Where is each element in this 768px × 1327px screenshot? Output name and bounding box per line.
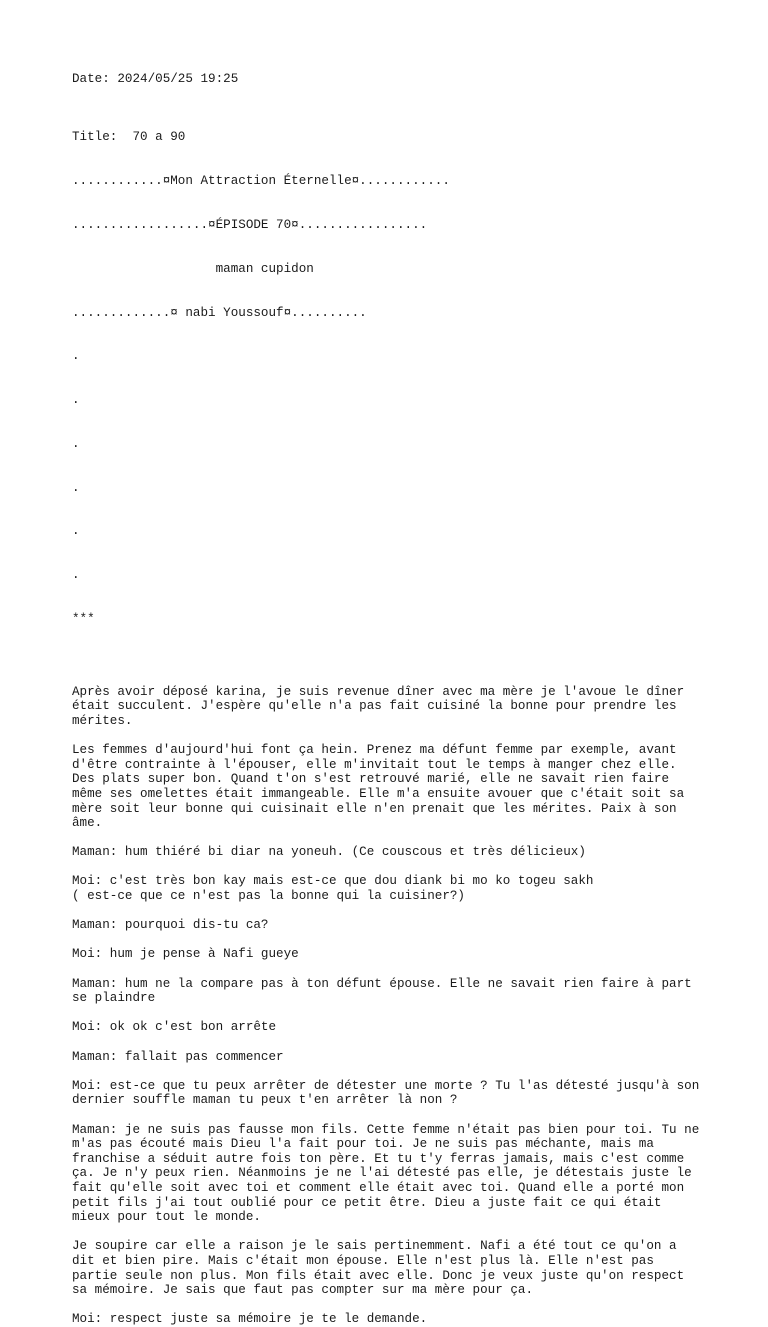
deco-line: maman cupidon	[72, 261, 314, 276]
deco-line: .	[72, 436, 80, 451]
separator-stars: ***	[72, 611, 95, 626]
dialogue-paragraph: Maman: je ne suis pas fausse mon fils. Cette femme n'était pas bien pour toi. Tu ne m'as pas écouté mais Dieu l'a fait pour toi. Je ne suis pas méchante, mais ma franchise a séduit autre fois ton père. Et tu t'y ferras jamais, mais c'est comme ça. Je n'y peux rien. Néanmoins je ne l'ai détesté pas elle, je détestais juste le fait qu'elle soit avec toi et comment elle était avec toi. Quand elle a porté mon petit fils j'ai tout oublié pour ce petit être. Dieu a juste fait ce qui était mieux pour tout le monde.	[72, 1122, 700, 1225]
dialogue-paragraph: Moi: hum je pense à Nafi gueye	[72, 947, 299, 962]
dialogue-paragraph: Maman: hum ne la compare pas à ton défunt épouse. Elle ne savait rien faire à part se plaindre	[72, 976, 692, 1006]
dialogue-paragraph: Moi: ok ok c'est bon arrête	[72, 1020, 277, 1035]
story-body	[72, 685, 720, 1327]
deco-line: ............¤Mon Attraction Éternelle¤............	[72, 174, 450, 189]
deco-line: .	[72, 349, 80, 364]
deco-line: .............¤ nabi Youssouf¤..........	[72, 305, 367, 320]
dialogue-paragraph: Maman: hum thiéré bi diar na yoneuh. (Ce couscous et très délicieux)	[72, 845, 586, 860]
spacer	[72, 656, 720, 685]
dialogue-paragraph: Moi: respect juste sa mémoire je te le demande.	[72, 1312, 428, 1327]
deco-line: .	[72, 480, 80, 495]
dialogue-paragraph: Maman: fallait pas commencer	[72, 1049, 284, 1064]
dialogue-paragraph: Moi: est-ce que tu peux arrêter de détester une morte ? Tu l'as détesté jusqu'à son dernier souffle maman tu peux t'en arrêter là non ?	[72, 1078, 700, 1108]
title-line: Title: 70 a 90	[72, 130, 186, 145]
narration-paragraph: Après avoir déposé karina, je suis revenue dîner avec ma mère je l'avoue le dîner était succulent. J'espère qu'elle n'a pas fait cuisiné la bonne pour prendre les mérites.	[72, 684, 685, 728]
dialogue-paragraph: Moi: c'est très bon kay mais est-ce que dou diank bi mo ko togeu sakh ( est-ce que ce n'est pas la bonne qui la cuisiner?)	[72, 874, 594, 904]
deco-line: .	[72, 524, 80, 539]
deco-line: .	[72, 393, 80, 408]
date-line: Date: 2024/05/25 19:25	[72, 72, 239, 86]
narration-paragraph: Je soupire car elle a raison je le sais pertinemment. Nafi a été tout ce qu'on a dit et bien pire. Mais c'était mon épouse. Elle n'est plus là. Elle n'est pas partie seule non plus. Mon fils était avec elle. Donc je veux juste qu'on respect sa mémoire. Je sais que faut pas compter sur ma mère pour ça.	[72, 1239, 685, 1298]
title-block	[72, 101, 720, 656]
deco-line: .	[72, 568, 80, 583]
dialogue-paragraph: Maman: pourquoi dis-tu ca?	[72, 918, 269, 933]
narration-paragraph: Les femmes d'aujourd'hui font ça hein. Prenez ma défunt femme par exemple, avant d'être contrainte à l'épouser, elle m'invitait tout le temps à manger chez elle. Des plats super bon. Quand t'on s'est retrouvé marié, elle ne savait rien faire même ses omelettes était immangeable. Elle m'a ensuite avouer que c'était soit sa mère soit leur bonne qui cuisinait elle n'en prenait que les mérites. Paix à son âme.	[72, 743, 685, 831]
deco-line: ..................¤ÉPISODE 70¤.................	[72, 217, 428, 232]
